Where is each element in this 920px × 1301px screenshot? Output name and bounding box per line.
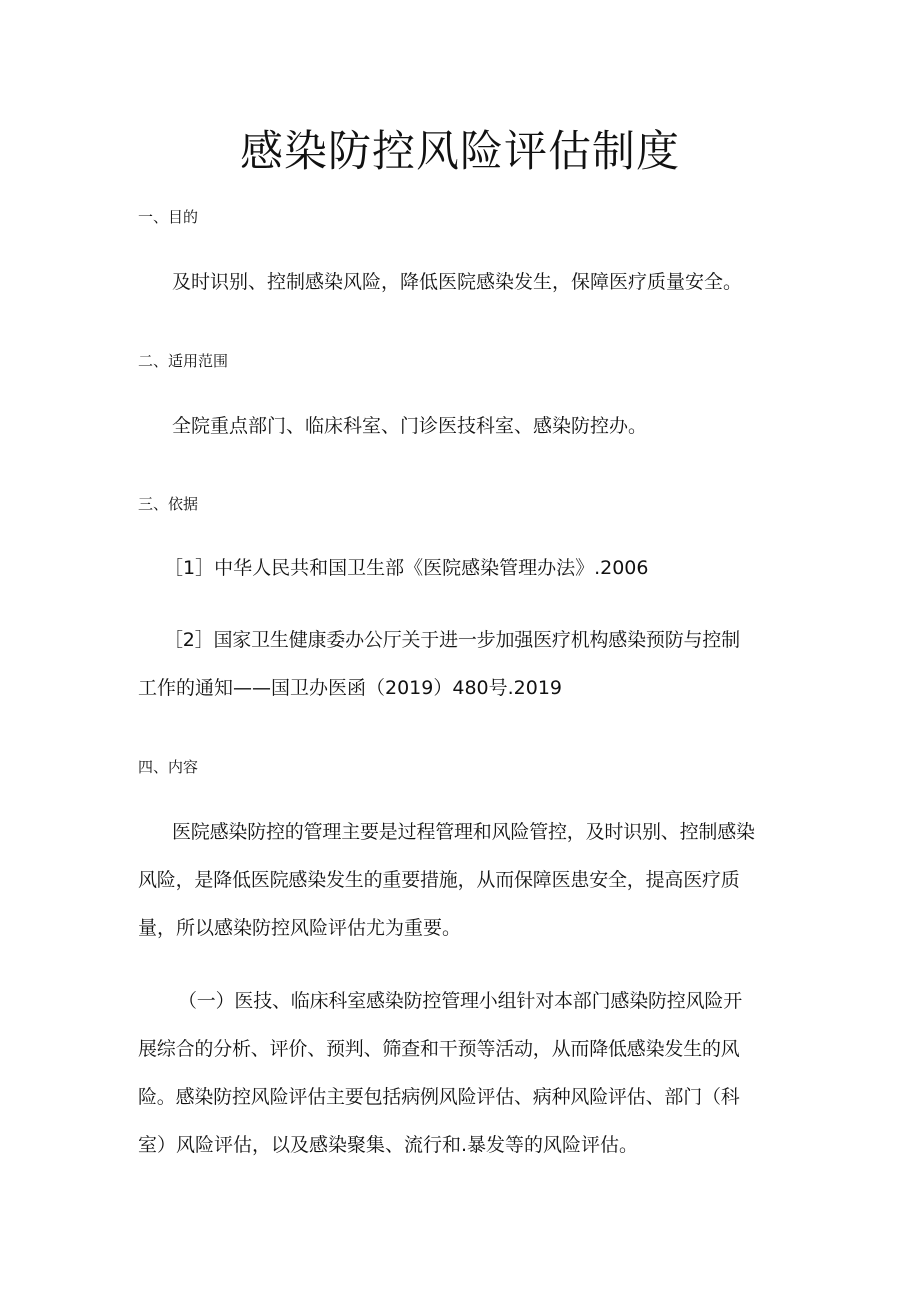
content-paragraph-2-line-2: 展综合的分析、评价、预判、筛查和干预等活动，从而降低感染发生的风 — [138, 1038, 740, 1060]
reference-2-line-2: 工作的通知——国卫办医函（2019）480号.2019 — [138, 677, 563, 699]
content-paragraph-2-line-4: 室）风险评估，以及感染聚集、流行和.暴发等的风险评估。 — [138, 1134, 639, 1156]
reference-2-line-1: ［2］国家卫生健康委办公厅关于进一步加强医疗机构感染预防与控制 — [164, 629, 740, 651]
content-paragraph-1-line-3: 量，所以感染防控风险评估尤为重要。 — [138, 917, 462, 939]
content-paragraph-2-line-3: 险。感染防控风险评估主要包括病例风险评估、病种风险评估、部门（科 — [138, 1086, 740, 1108]
content-paragraph-1-line-2: 风险，是降低医院感染发生的重要措施，从而保障医患安全，提高医疗质 — [138, 869, 740, 891]
page-title: 感染防控风险评估制度 — [240, 127, 680, 177]
section-heading-content: 四、内容 — [138, 758, 199, 776]
content-paragraph-2-line-1: （一）医技、临床科室感染防控管理小组针对本部门感染防控风险开 — [178, 990, 743, 1012]
reference-1: ［1］中华人民共和国卫生部《医院感染管理办法》.2006 — [164, 557, 649, 579]
section-heading-basis: 三、依据 — [138, 495, 199, 513]
section-heading-scope: 二、适用范围 — [138, 352, 229, 370]
purpose-text: 及时识别、控制感染风险，降低医院感染发生，保障医疗质量安全。 — [172, 271, 743, 293]
section-heading-purpose: 一、目的 — [138, 208, 199, 226]
content-paragraph-1-line-1: 医院感染防控的管理主要是过程管理和风险管控，及时识别、控制感染 — [172, 821, 755, 843]
scope-text: 全院重点部门、临床科室、门诊医技科室、感染防控办。 — [172, 415, 648, 437]
